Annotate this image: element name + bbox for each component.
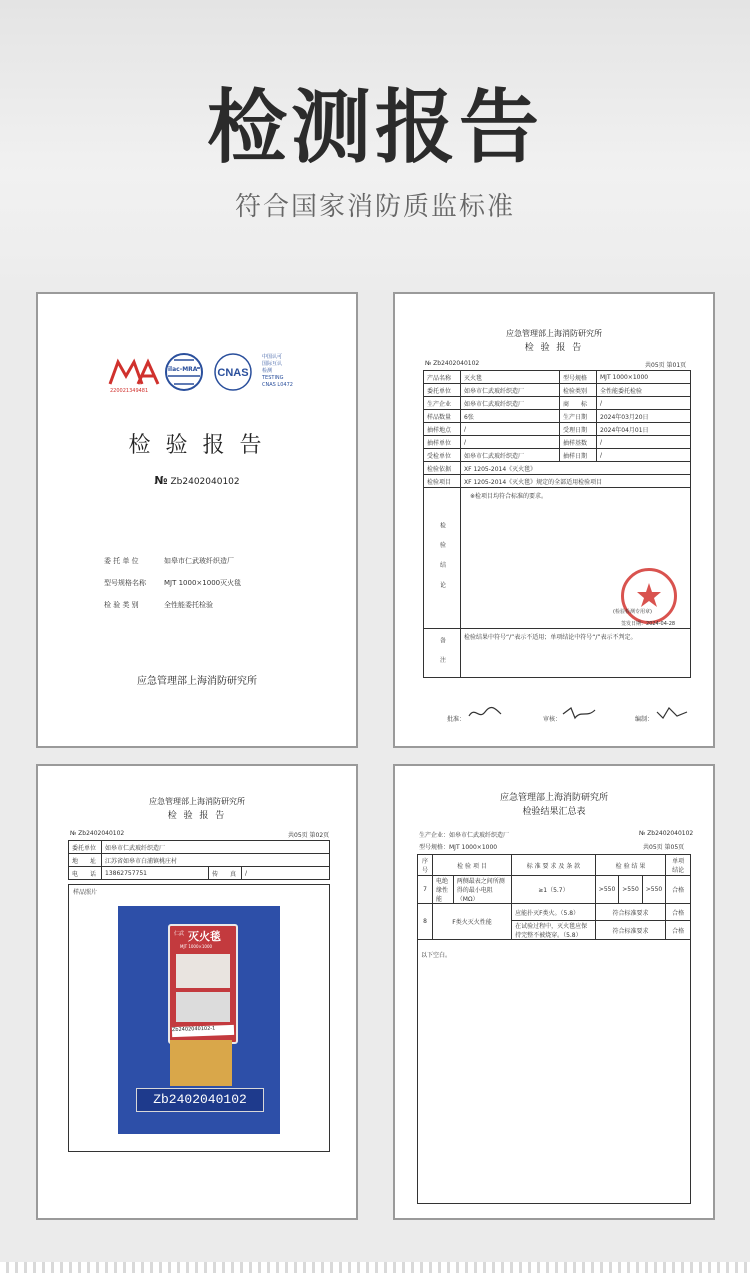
cnas-logo-icon	[208, 352, 258, 392]
cell: 合格	[666, 904, 691, 921]
cover-report-number	[38, 474, 356, 487]
approver-signature	[467, 706, 505, 720]
photo-report-number: № Zb2402040102	[70, 830, 125, 837]
sample-number-placard: Zb2402040102	[136, 1088, 264, 1112]
cell: MJT 1000×1000	[597, 371, 691, 384]
bottom-decoration	[0, 1262, 750, 1273]
table-row	[424, 397, 691, 410]
field-label: 委 托 单 位	[104, 557, 139, 565]
cell: XF 1205-2014《灭火毯》	[461, 462, 691, 475]
cell: 生产日期	[560, 410, 597, 423]
table-row	[424, 436, 691, 449]
cell: 电绝缘性能	[432, 876, 453, 904]
cell: 检验结果中符号“/”表示不适用；单项结论中符号“/”表示不判定。	[461, 629, 691, 678]
cell: 产品名称	[424, 371, 461, 384]
cell: 2024年04月01日	[597, 423, 691, 436]
report-pages: 共05页 第01页	[645, 362, 687, 369]
field-value: MJT 1000×1000灭火毯	[164, 579, 242, 587]
sample-photo-card	[36, 764, 358, 1220]
cma-code: 220021349481	[110, 388, 149, 394]
cell: 江苏省如皋市白浦镇桃庄村	[102, 854, 330, 867]
cnas-logo-text: CNAS	[217, 367, 249, 379]
table-row	[424, 449, 691, 462]
cell: 受理日期	[560, 423, 597, 436]
header-cell: 单项结论	[666, 855, 691, 876]
page-subtitle: 符合国家消防质监标准	[234, 192, 515, 222]
cell: 委托单位	[424, 384, 461, 397]
cover-field	[104, 572, 334, 594]
summary-institute: 应急管理部上海消防研究所	[499, 793, 608, 803]
cell: XF 1205-2014《灭火毯》规定的全部适用检验项目	[461, 475, 691, 488]
summary-report-number: № Zb2402040102	[639, 830, 694, 837]
table-row	[424, 629, 691, 678]
approve-label: 批准：	[447, 716, 466, 723]
cell: 检验项目	[424, 475, 461, 488]
cnas-line: CNAS L0472	[262, 382, 293, 388]
photo-info-table	[68, 840, 330, 880]
handwritten-sample-id: Zb2402040102-1	[172, 1025, 234, 1037]
cnas-line: 中国认可	[262, 354, 283, 360]
ilac-mra-text: ilac-MRA	[168, 366, 198, 373]
summary-footer-note: 以下空白。	[421, 952, 452, 959]
cell: 6张	[461, 410, 560, 423]
issue-date-value: 2024-04-28	[646, 621, 676, 627]
table-row	[418, 855, 691, 876]
cnas-line: 国际互认	[262, 361, 283, 367]
field-label: 型号规格名称	[104, 579, 146, 587]
table-row	[424, 462, 691, 475]
result-summary-card	[393, 764, 715, 1220]
header-cell: 标 准 要 求 及 条 款	[512, 855, 596, 876]
cover-fields	[104, 550, 334, 616]
cell: 抽样单位	[424, 436, 461, 449]
summary-company: 生产企业：如皋市仁武玻纤织造厂	[419, 832, 510, 839]
cell: 在试验过程中，灭火毯应保持完整不被烧穿。（5.8）	[512, 921, 596, 940]
sample-photo	[118, 906, 280, 1134]
header-cell: 序号	[418, 855, 433, 876]
inspection-seal-icon	[621, 568, 677, 624]
cell: 13862757751	[102, 867, 209, 880]
table-row	[424, 488, 691, 629]
cell: 抽样日期	[560, 449, 597, 462]
cell: 型号规格	[560, 371, 597, 384]
cell: 符合标准要求	[595, 921, 665, 940]
summary-pages: 共05页 第05页	[643, 844, 685, 851]
cell: 2024年03月20日	[597, 410, 691, 423]
cell: 样品数量	[424, 410, 461, 423]
cell: 抽样基数	[560, 436, 597, 449]
review-label: 审核：	[543, 716, 562, 723]
cell: /	[461, 423, 560, 436]
cell: 电 话	[69, 867, 102, 880]
cnas-caption	[262, 354, 293, 389]
package-panel	[176, 992, 230, 1022]
cover-institute: 应急管理部上海消防研究所	[137, 676, 257, 687]
photo-title: 检 验 报 告	[167, 811, 227, 821]
cell: 如皋市仁武玻纤织造厂	[102, 841, 330, 854]
package-base	[170, 1040, 232, 1086]
cell: 检 验 结 论	[424, 488, 461, 629]
issue-date-label: 签发日期：	[621, 621, 647, 627]
cell: >550	[619, 876, 642, 904]
cell: 检验依据	[424, 462, 461, 475]
cell: 传 真	[209, 867, 242, 880]
summary-table	[417, 854, 691, 940]
conclusion-cell	[461, 488, 691, 629]
cell: 灭火毯	[461, 371, 560, 384]
cell: 全性能委托检验	[597, 384, 691, 397]
cnas-line: TESTING	[262, 375, 284, 381]
cell: 两侧最表之间所测得的最小电阻（MΩ）	[453, 876, 511, 904]
table-row	[424, 423, 691, 436]
report-page-card	[393, 292, 715, 748]
cell: 如皋市仁武玻纤织造厂	[461, 397, 560, 410]
cell: F类火灭火性能	[432, 904, 511, 940]
package-panel	[176, 954, 230, 988]
product-package	[168, 924, 238, 1044]
field-value: 全性能委托检验	[164, 601, 213, 609]
header-cell: 检 验 结 果	[595, 855, 665, 876]
cnas-line: 检测	[262, 368, 273, 374]
summary-model: 型号规格：MJT 1000×1000	[419, 844, 498, 851]
reviewer-signature	[561, 706, 599, 720]
cell: 受检单位	[424, 449, 461, 462]
cell: 地 址	[69, 854, 102, 867]
cell: 委托单位	[69, 841, 102, 854]
cell: 合格	[666, 921, 691, 940]
table-row	[424, 371, 691, 384]
cell: >550	[595, 876, 618, 904]
page-title: 检测报告	[207, 81, 543, 174]
package-model: MJT 1000×1000	[180, 944, 213, 949]
photo-institute: 应急管理部上海消防研究所	[149, 797, 245, 806]
cell: 应能扑灭F类火。（5.8）	[512, 904, 596, 921]
cell: 如皋市仁武玻纤织造厂	[461, 384, 560, 397]
cell: 检验类别	[560, 384, 597, 397]
table-row	[69, 841, 330, 854]
cell: /	[242, 867, 330, 880]
cover-field	[104, 550, 334, 572]
cell: 8	[418, 904, 433, 940]
cell: /	[597, 449, 691, 462]
issue-date	[621, 620, 675, 627]
photo-label: 样品照片	[73, 889, 98, 896]
cell: >550	[642, 876, 665, 904]
cell: 如皋市仁武玻纤织造厂	[461, 449, 560, 462]
header-cell: 检 验 项 目	[432, 855, 511, 876]
table-row	[424, 384, 691, 397]
report-table	[423, 370, 691, 678]
cell: 商 标	[560, 397, 597, 410]
cover-field	[104, 594, 334, 616]
seal-stamp-text: (检验检测专用章)	[613, 609, 652, 615]
summary-title: 检验结果汇总表	[522, 807, 586, 817]
report-cover-card	[36, 292, 358, 748]
edit-label: 编制：	[635, 716, 654, 723]
cell: /	[461, 436, 560, 449]
cover-report-title: 检 验 报 告	[128, 433, 266, 458]
cell: 备 注	[424, 629, 461, 678]
table-row	[424, 475, 691, 488]
package-product-name: 灭火毯	[188, 930, 221, 943]
cell: ≥1（5.7）	[512, 876, 596, 904]
photo-pages: 共05页 第02页	[288, 832, 330, 839]
cell: /	[597, 397, 691, 410]
table-row	[69, 867, 330, 880]
editor-signature	[655, 706, 691, 720]
table-row	[418, 876, 691, 904]
cell: 合格	[666, 876, 691, 904]
cell: 生产企业	[424, 397, 461, 410]
field-label: 检 验 类 别	[104, 601, 139, 609]
report-institute: 应急管理部上海消防研究所	[506, 329, 602, 338]
number-symbol: №	[154, 474, 168, 487]
cell: 抽样地点	[424, 423, 461, 436]
cma-logo-icon	[108, 356, 160, 392]
table-row	[424, 410, 691, 423]
table-row	[418, 904, 691, 921]
cell: 符合标准要求	[595, 904, 665, 921]
package-prefix: 仁武	[174, 931, 185, 937]
cell: 7	[418, 876, 433, 904]
cell: /	[597, 436, 691, 449]
table-row	[69, 854, 330, 867]
report-title: 检 验 报 告	[524, 343, 584, 353]
report-number: № Zb2402040102	[425, 360, 480, 367]
report-number-value: Zb2402040102	[170, 477, 240, 487]
conclusion-text: ※检项目均符合标准的要求。	[470, 493, 548, 500]
field-value: 如皋市仁武玻纤织造厂	[164, 557, 234, 565]
